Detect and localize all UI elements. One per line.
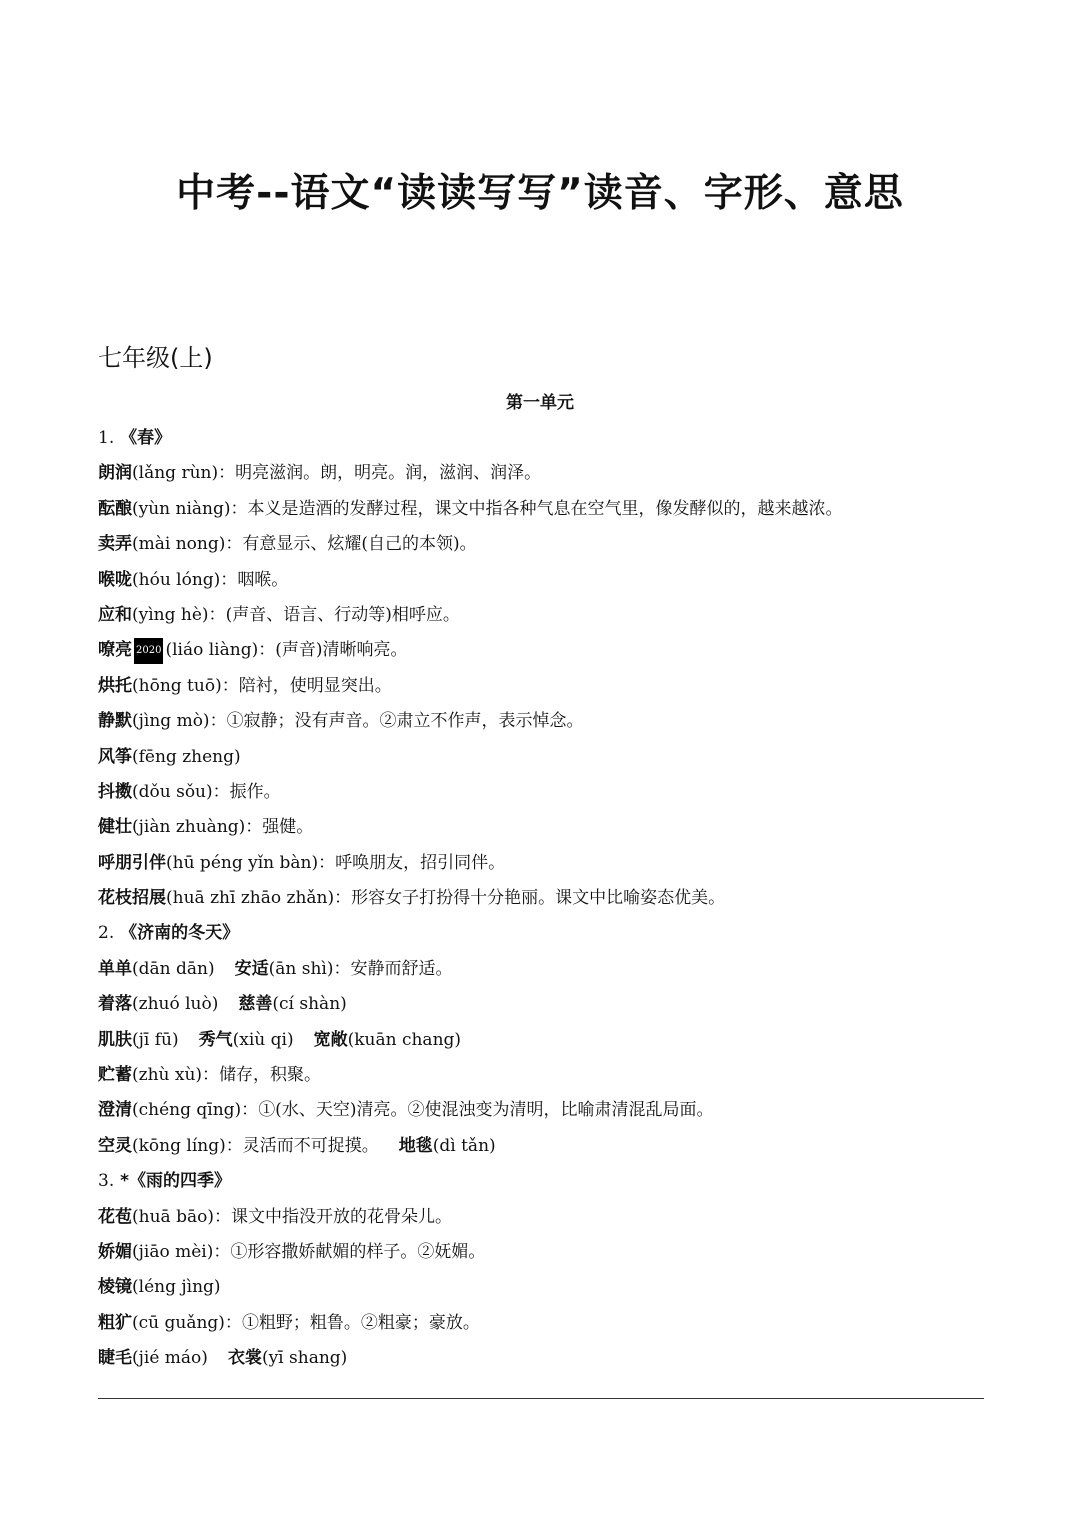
vocab-definition: 形容女子打扮得十分艳丽。课文中比喻姿态优美。: [351, 888, 726, 909]
vocab-term: 花枝招展: [98, 888, 166, 909]
vocab-pinyin: (yìng hè)：: [132, 604, 226, 625]
vocab-entry: [98, 456, 998, 491]
vocab-entry: [98, 775, 998, 810]
vocab-entry-group: [98, 1341, 998, 1376]
vocab-definition: (声音)清晰响亮。: [275, 640, 408, 661]
section-heading: [98, 1164, 998, 1199]
vocab-term: 澄清: [98, 1100, 132, 1121]
vocab-definition: 明亮滋润。朗，明亮。润，滋润、润泽。: [235, 463, 542, 484]
vocab-term: 娇媚: [98, 1241, 132, 1262]
vocab-pinyin: (huā zhī zhāo zhǎn)：: [166, 888, 352, 909]
vocab-entry: [98, 669, 998, 704]
vocab-entry: [98, 810, 998, 845]
vocab-pinyin: (hū péng yǐn bàn)：: [166, 852, 336, 873]
vocab-entry: [98, 492, 998, 527]
vocab-pinyin: (dān dān): [132, 958, 215, 979]
vocab-pinyin: (zhù xù)：: [132, 1065, 220, 1086]
vocab-pinyin: (yī shang): [261, 1348, 348, 1369]
vocab-pinyin: (hōng tuō)：: [132, 675, 239, 696]
vocab-pinyin: (chéng qīng)：: [132, 1100, 259, 1121]
vocab-definition: 振作。: [229, 781, 281, 802]
vocab-entry: [98, 704, 998, 739]
vocab-pinyin: (jiāo mèi)：: [132, 1241, 231, 1262]
vocab-entry: [98, 1093, 998, 1128]
vocab-term: 健壮: [98, 817, 132, 838]
vocab-entry-group: [98, 952, 998, 987]
vocab-pinyin: (cū guǎng)：: [132, 1312, 242, 1333]
page-title: 中考--语文“读读写写”读音、字形、意思: [176, 171, 904, 216]
vocab-term: 空灵: [98, 1135, 132, 1156]
vocab-term: 衣裳: [227, 1348, 262, 1369]
section-title: *《雨的四季》: [114, 1171, 232, 1192]
vocab-entry: [98, 740, 998, 775]
vocab-term: 慈善: [238, 994, 273, 1015]
vocab-term: 卖弄: [98, 534, 132, 555]
vocab-pinyin: (huā bāo)：: [132, 1206, 231, 1227]
vocab-term: 粗犷: [98, 1312, 132, 1333]
vocab-pinyin: (jìng mò)：: [132, 711, 227, 732]
vocab-entry-group: [98, 987, 998, 1022]
vocab-term: 着落: [98, 994, 132, 1015]
vocab-pinyin: (dǒu sǒu)：: [132, 781, 230, 802]
vocab-term: 肌肤: [98, 1029, 132, 1050]
vocab-entry: [98, 1235, 998, 1270]
section-title: 《春》: [114, 428, 172, 448]
vocab-pinyin: (jiàn zhuàng)：: [132, 817, 263, 838]
vocab-definition: 呼唤朋友，招引同伴。: [335, 852, 506, 873]
vocab-entry: [98, 1270, 998, 1305]
vocab-pinyin: (xiù qi): [232, 1029, 294, 1050]
section-number: 2.: [98, 923, 115, 944]
vocab-pinyin: (kuān chang): [347, 1029, 462, 1050]
vocab-pinyin: (lǎng rùn)：: [132, 463, 236, 484]
vocab-term: 安适: [234, 958, 269, 979]
vocab-definition: 课文中指没开放的花骨朵儿。: [230, 1206, 452, 1227]
vocab-definition: 本义是造酒的发酵过程，课文中指各种气息在空气里，像发酵似的，越来越浓。: [247, 498, 843, 519]
vocab-term: 应和: [98, 604, 132, 625]
vocab-pinyin: (jī fū): [132, 1029, 179, 1050]
footer-divider: [98, 1398, 984, 1399]
vocab-definition: ①形容撒娇献媚的样子。②妩媚。: [230, 1241, 486, 1262]
vocab-entry: [98, 1058, 998, 1093]
vocab-definition: ①寂静；没有声音。②肃立不作声，表示悼念。: [226, 711, 584, 732]
vocab-entry: [98, 527, 998, 562]
vocab-term: 抖擞: [98, 781, 132, 802]
vocab-term: 风筝: [98, 746, 132, 767]
section-heading: [98, 916, 998, 951]
vocab-definition: ①粗野；粗鲁。②粗豪；豪放。: [241, 1312, 480, 1333]
vocab-pinyin: (dì tǎn): [432, 1135, 496, 1156]
vocab-pinyin: (cí shàn): [272, 994, 347, 1015]
grade-heading: 七年级(上): [98, 344, 213, 372]
section-heading: [98, 421, 998, 456]
vocabulary-list: [98, 421, 998, 1377]
vocab-definition: ①(水、天空)清亮。②使混浊变为清明，比喻肃清混乱局面。: [258, 1100, 714, 1121]
vocab-pinyin: (fēng zheng): [132, 746, 241, 767]
year-badge: 2020: [134, 638, 163, 664]
vocab-term: 贮蓄: [98, 1065, 132, 1086]
vocab-term: 朗润: [98, 463, 132, 484]
vocab-entry: [98, 563, 998, 598]
vocab-pinyin: (mài nong)：: [132, 534, 243, 555]
vocab-pinyin: (zhuó luò): [132, 994, 219, 1015]
vocab-pinyin: (jié máo): [132, 1348, 208, 1369]
unit-heading: 第一单元: [506, 393, 574, 413]
vocab-entry: [98, 846, 998, 881]
vocab-entry: [98, 881, 998, 916]
section-title: 《济南的冬天》: [114, 923, 240, 944]
vocab-entry: [98, 1306, 998, 1341]
vocab-pinyin: (hóu lóng)：: [132, 569, 238, 590]
vocab-term: 秀气: [198, 1029, 233, 1050]
vocab-pinyin: (kōng líng)：: [132, 1135, 243, 1156]
vocab-pinyin: (liáo liàng)：: [165, 640, 276, 661]
vocab-definition: 安静而舒适。: [350, 958, 453, 979]
section-number: 3.: [98, 1171, 115, 1192]
vocab-term: 单单: [98, 958, 132, 979]
vocab-entry: [98, 598, 998, 633]
vocab-term: 喉咙: [98, 569, 132, 590]
vocab-definition: 灵活而不可捉摸。: [242, 1135, 379, 1156]
vocab-definition: 强健。: [262, 817, 314, 838]
vocab-definition: 陪衬，使明显突出。: [238, 675, 392, 696]
vocab-definition: 储存，积聚。: [219, 1065, 322, 1086]
vocab-term: 睫毛: [98, 1348, 132, 1369]
vocab-pinyin: (ān shì)：: [268, 958, 351, 979]
vocab-term: 静默: [98, 711, 132, 732]
vocab-term: 花苞: [98, 1206, 132, 1227]
vocab-term: 嘹亮: [98, 640, 132, 661]
vocab-pinyin: (yùn niàng)：: [132, 498, 248, 519]
vocab-definition: 咽喉。: [237, 569, 289, 590]
vocab-entry-group: [98, 1129, 998, 1164]
vocab-entry: [98, 633, 998, 668]
vocab-entry: [98, 1200, 998, 1235]
vocab-definition: (声音、语言、行动等)相呼应。: [225, 604, 460, 625]
section-number: 1.: [98, 428, 115, 448]
vocab-term: 呼朋引伴: [98, 852, 166, 873]
vocab-definition: 有意显示、炫耀(自己的本领)。: [242, 534, 477, 555]
vocab-term: 宽敞: [313, 1029, 348, 1050]
vocab-term: 棱镜: [98, 1277, 132, 1298]
vocab-pinyin: (léng jìng): [132, 1277, 221, 1298]
vocab-entry-group: [98, 1023, 998, 1058]
vocab-term: 酝酿: [98, 498, 132, 519]
vocab-term: 地毯: [398, 1135, 433, 1156]
vocab-term: 烘托: [98, 675, 132, 696]
